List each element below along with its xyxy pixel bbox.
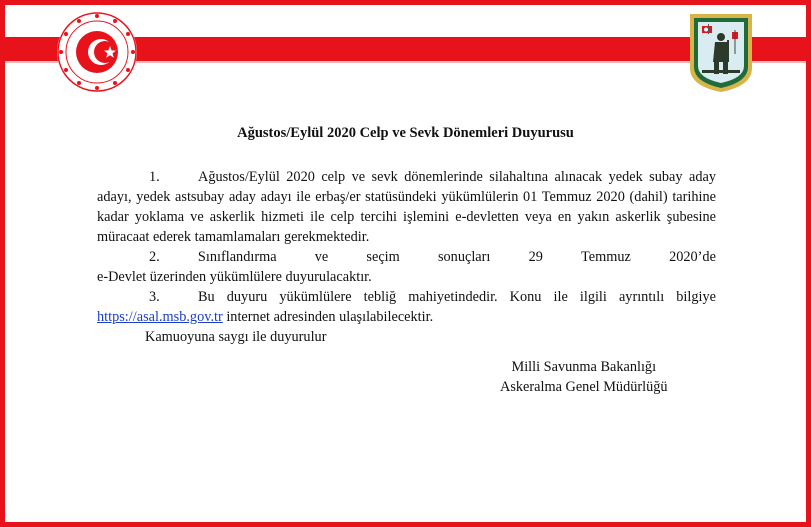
document-title: Ağustos/Eylül 2020 Celp ve Sevk Dönemleri Duyurusu (237, 125, 574, 141)
paragraph-3-text: internet adresinden ulaşılabilecektir. (222, 309, 434, 325)
paragraph-2-word: sonuçları (437, 249, 491, 265)
document-body (97, 167, 716, 347)
paragraph-3-first-line: Bu duyuru yükümlülere tebliğ mahiyetindedir. Konu ile ilgili ayrıntılı bilgiye (198, 289, 716, 305)
signature-block (500, 357, 668, 397)
paragraph-2-word: 2020’de (669, 249, 716, 265)
paragraph-1-text: aday adayı, yedek astsubay aday adayı ile erbaş/er statüsündeki yükümlülerin 01 Temmuz 2020 (dahil) tarihine kadar yoklama ve askerlik hizmeti ile celp tercihi işlemini e-devletten veya en yakın askerlik şubesine müracaat ederek tamamlamaları gerekmektedir. (97, 169, 716, 245)
paragraph-2-word: Temmuz (581, 249, 631, 265)
asal-website-link[interactable]: https://asal.msb.gov.tr (97, 309, 223, 325)
paragraph-3-number: 3. (149, 289, 160, 305)
signature-ministry: Milli Savunma Bakanlığı (511, 359, 657, 375)
closing-line: Kamuoyuna saygı ile duyurulur (145, 329, 327, 345)
signature-directorate: Askeralma Genel Müdürlüğü (500, 379, 668, 395)
paragraph-3 (97, 287, 716, 327)
paragraph-1 (97, 167, 716, 247)
paragraph-1-number: 1. (149, 169, 160, 185)
paragraph-2-first-line (97, 247, 716, 267)
msb-crescent-star-seal-icon (55, 10, 139, 94)
paragraph-2-word: ve (314, 249, 329, 265)
paragraph-2-word: 29 (528, 249, 543, 265)
askeralma-soldier-seal-icon (688, 12, 754, 94)
paragraph-2-text: e-Devlet üzerinden yükümlülere duyurulacaktır. (97, 269, 372, 285)
paragraph-2-word: seçim (366, 249, 400, 265)
paragraph-1-first-line: Ağustos/Eylül 2020 celp ve sevk dönemlerinde silahaltına alınacak yedek subay (198, 169, 683, 185)
paragraph-2-number: 2. (149, 249, 160, 265)
paragraph-2-word: Sınıflandırma (197, 249, 277, 265)
